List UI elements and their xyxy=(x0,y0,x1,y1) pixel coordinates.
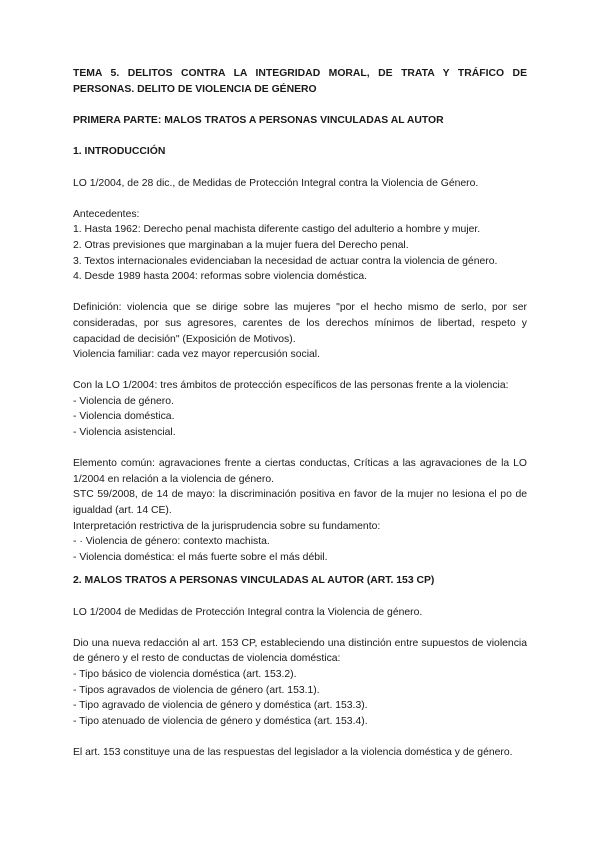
section-1-heading: 1. INTRODUCCIÓN xyxy=(73,146,166,158)
ambitos-intro: Con la LO 1/2004: tres ámbitos de protección específicos de las personas frente a la violencia: xyxy=(73,380,509,392)
tipo-item: - Tipo básico de violencia doméstica (art. 153.2). xyxy=(73,668,297,680)
stc-paragraph: STC 59/2008, de 14 de mayo: la discriminación positiva en favor de la mujer no lesiona el po de igualdad (art. 14 CE). xyxy=(73,489,527,517)
tipo-item: - Tipo agravado de violencia de género y doméstica (art. 153.3). xyxy=(73,700,368,712)
conclusion-paragraph: El art. 153 constituye una de las respuestas del legislador a la violencia doméstica y de género. xyxy=(73,746,513,758)
ambito-item: - Violencia doméstica. xyxy=(73,411,175,423)
antecedente-item: 4. Desde 1989 hasta 2004: reformas sobre violencia doméstica. xyxy=(73,271,367,283)
interpretacion-line: Interpretación restrictiva de la jurisprudencia sobre su fundamento: xyxy=(73,520,381,532)
elemento-comun-paragraph: Elemento común: agravaciones frente a ciertas conductas, Críticas a las agravaciones de la LO 1/2004 en relación a la violencia de género. xyxy=(73,458,527,485)
ambito-item: - Violencia asistencial. xyxy=(73,427,176,439)
tipo-item: - Tipos agravados de violencia de género (art. 153.1). xyxy=(73,684,320,696)
redaccion-paragraph: Dio una nueva redacción al art. 153 CP, estableciendo una distinción entre supuestos de violencia de género y el resto de conductas de violencia doméstica: xyxy=(73,637,527,665)
tipo-item: - Tipo atenuado de violencia de género y doméstica (art. 153.4). xyxy=(73,715,368,727)
violencia-familiar-line: Violencia familiar: cada vez mayor repercusión social. xyxy=(73,349,320,361)
definicion-paragraph: Definición: violencia que se dirige sobre las mujeres "por el hecho mismo de serlo, por ser consideradas, por sus agresores, carentes de los derechos mínimos de libertad, respeto y capacidad de decisión" (Exposición de Motivos). xyxy=(73,302,527,345)
section-1-law: LO 1/2004, de 28 dic., de Medidas de Protección Integral contra la Violencia de Género. xyxy=(73,177,479,189)
document-page xyxy=(73,66,527,761)
section-2-heading: 2. MALOS TRATOS A PERSONAS VINCULADAS AL AUTOR (ART. 153 CP) xyxy=(73,575,435,587)
ambito-item: - Violencia de género. xyxy=(73,395,174,407)
fundamento-item: - Violencia doméstica: el más fuerte sobre el más débil. xyxy=(73,551,328,563)
antecedente-item: 1. Hasta 1962: Derecho penal machista diferente castigo del adulterio a hombre y mujer. xyxy=(73,224,481,236)
fundamento-item: - · Violencia de género: contexto machista. xyxy=(73,536,270,548)
antecedente-item: 2. Otras previsiones que marginaban a la mujer fuera del Derecho penal. xyxy=(73,239,409,251)
part-heading: PRIMERA PARTE: MALOS TRATOS A PERSONAS VINCULADAS AL AUTOR xyxy=(73,115,444,127)
document-title: TEMA 5. DELITOS CONTRA LA INTEGRIDAD MORAL, DE TRATA Y TRÁFICO DE PERSONAS. DELITO DE VIOLENCIA DE GÉNERO xyxy=(73,68,527,95)
antecedentes-label: Antecedentes: xyxy=(73,208,140,220)
section-2-law: LO 1/2004 de Medidas de Protección Integral contra la Violencia de género. xyxy=(73,606,423,618)
antecedente-item: 3. Textos internacionales evidenciaban la necesidad de actuar contra la violencia de género. xyxy=(73,255,498,267)
